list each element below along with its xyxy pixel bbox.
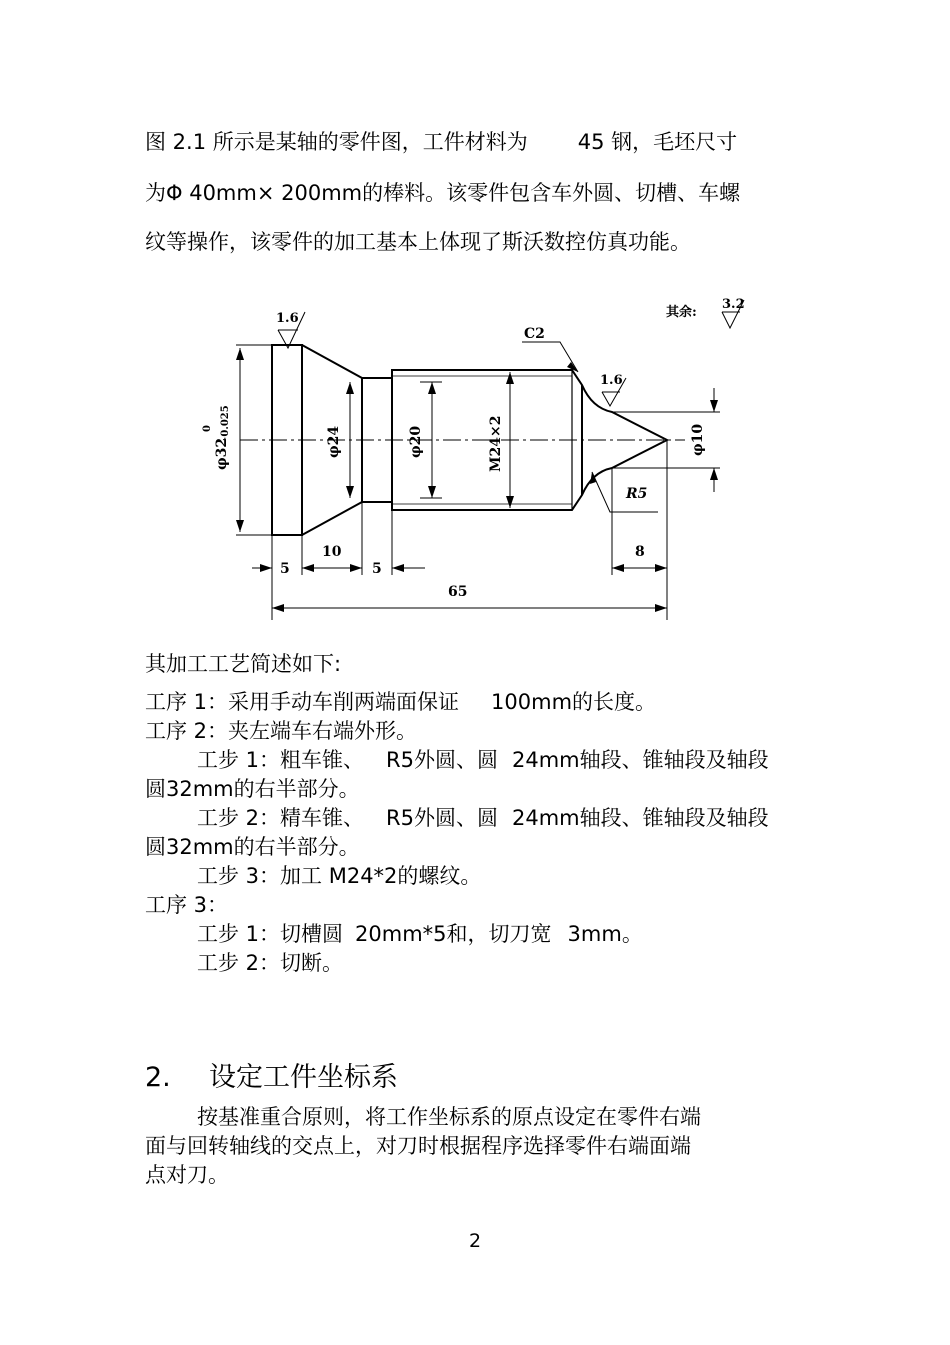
process-op2-step1-cont: 圆32mm的右半部分。 [145, 777, 360, 801]
shaft-part-drawing [180, 290, 745, 640]
process-op3-step2: 工步 2：切断。 [197, 951, 344, 975]
dia-32-label: φ32 [214, 437, 230, 470]
intro-line-3: 纹等操作，该零件的加工基本上体现了斯沃数控仿真功能。 [145, 230, 691, 254]
process-op1-a: 工序 1：采用手动车削两端面保证 [145, 690, 460, 714]
section-para-line-1: 按基准重合原则，将工作坐标系的原点设定在零件右端 [197, 1105, 701, 1129]
process-op3-step1 [197, 922, 643, 946]
section-title: 设定工件坐标系 [209, 1062, 398, 1093]
tolerance-upper: 0 [202, 425, 213, 432]
process-op2-step1-a: 工步 1：粗车锥、 [197, 748, 365, 772]
other-roughness-label: 其余: [666, 305, 697, 320]
dim-10-label: 10 [322, 544, 342, 560]
dia-20-label: φ20 [408, 425, 424, 458]
roughness-left-value: 1.6 [276, 311, 299, 326]
process-op3: 工序 3： [145, 893, 229, 917]
process-op2-step1-b: R5外圆、圆 [386, 748, 498, 772]
process-op2-step1 [197, 748, 769, 772]
section-para-line-3: 点对刀。 [145, 1163, 229, 1187]
process-op3-step1-b: 20mm*5和，切刀宽 [355, 922, 552, 946]
section-number: 2. [145, 1062, 171, 1093]
intro-line-1-a: 图 2.1 所示是某轴的零件图，工件材料为 [145, 130, 528, 154]
page-number: 2 [468, 1230, 482, 1252]
dim-65-label: 65 [448, 584, 468, 600]
process-op2-step3: 工步 3：加工 M24*2的螺纹。 [197, 864, 482, 888]
process-op3-step1-c: 3mm。 [567, 922, 643, 946]
thread-label: M24×2 [488, 415, 504, 472]
dim-5a-label: 5 [280, 561, 290, 577]
dia-10-label: φ10 [690, 423, 706, 456]
intro-line-1 [145, 130, 737, 154]
radius-label: R5 [626, 486, 648, 502]
roughness-tip-value: 1.6 [600, 373, 623, 388]
process-op2-step2-c: 24mm轴段、锥轴段及轴段 [512, 806, 769, 830]
process-op1 [145, 690, 656, 714]
intro-line-1-b: 45 钢，毛坯尺寸 [577, 130, 738, 154]
process-op2-step2 [197, 806, 769, 830]
process-op2-step2-b: R5外圆、圆 [386, 806, 498, 830]
process-op2-step2-a: 工步 2：精车锥、 [197, 806, 365, 830]
section-heading [145, 1062, 398, 1094]
process-op3-step1-a: 工步 1：切槽圆 [197, 922, 344, 946]
dia-24-label: φ24 [326, 425, 342, 458]
process-op2: 工序 2：夹左端车右端外形。 [145, 719, 418, 743]
dim-5b-label: 5 [372, 561, 382, 577]
intro-line-2: 为Φ 40mm× 200mm的棒料。该零件包含车外圆、切槽、车螺 [145, 181, 741, 205]
tolerance-lower: −0.025 [220, 405, 231, 445]
process-op1-b: 100mm的长度。 [491, 690, 657, 714]
process-op2-step1-c: 24mm轴段、锥轴段及轴段 [512, 748, 769, 772]
process-intro: 其加工工艺简述如下: [145, 652, 342, 676]
chamfer-label: C2 [524, 326, 545, 342]
section-para-line-2: 面与回转轴线的交点上，对刀时根据程序选择零件右端面端 [145, 1134, 691, 1158]
dim-8-label: 8 [635, 544, 645, 560]
process-op2-step2-cont: 圆32mm的右半部分。 [145, 835, 360, 859]
roughness-general-value: 3.2 [722, 297, 745, 312]
